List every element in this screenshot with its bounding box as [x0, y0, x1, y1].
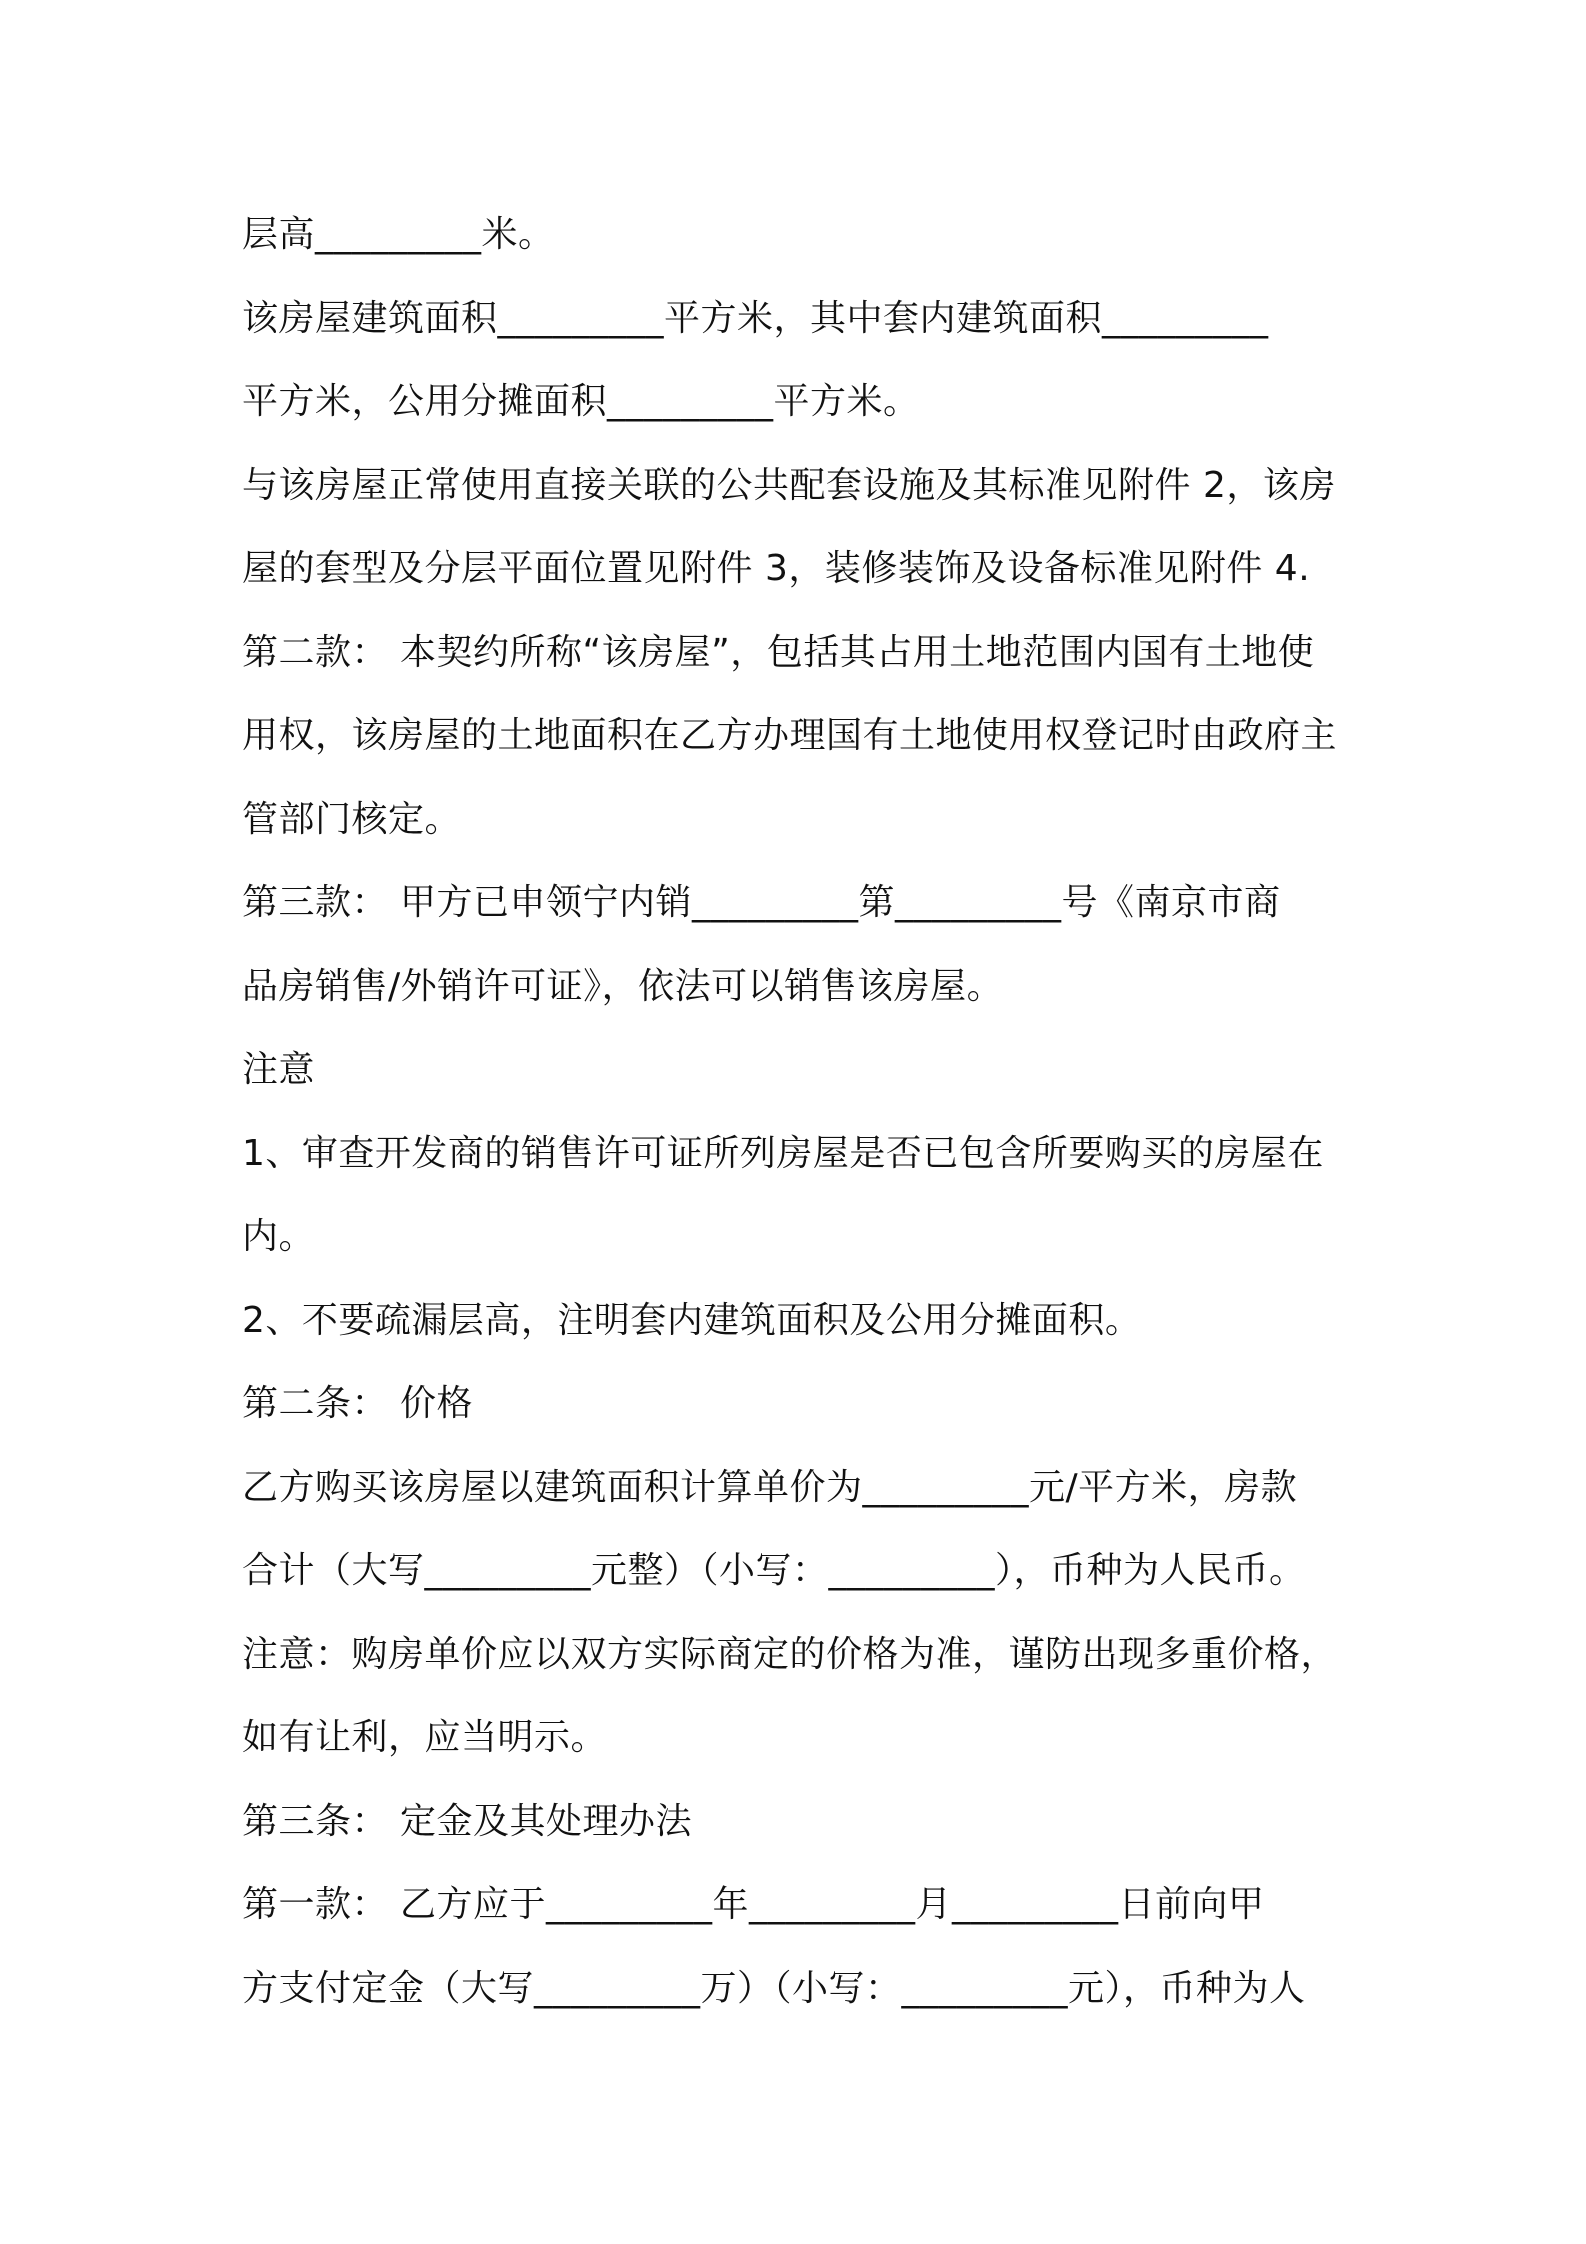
text-line: 与该房屋正常使用直接关联的公共配套设施及其标准见附件 2，该房	[242, 464, 1336, 506]
text-line: 合计（大写_________元整）（小写：_________），币种为人民币。	[242, 1550, 1306, 1591]
text-line: 平方米，公用分摊面积_________平方米。	[242, 381, 920, 422]
article-heading: 第二条： 价格	[242, 1383, 473, 1424]
text-line: 乙方购买该房屋以建筑面积计算单价为_________元/平方米，房款	[242, 1466, 1298, 1508]
article-heading: 第三条： 定金及其处理办法	[242, 1800, 692, 1842]
contract-text	[242, 193, 1352, 2030]
text-line: 管部门核定。	[242, 798, 462, 840]
text-line: 如有让利，应当明示。	[242, 1717, 608, 1758]
note-heading: 注意	[242, 1049, 316, 1090]
text-line: 用权，该房屋的土地面积在乙方办理国有土地使用权登记时由政府主	[242, 715, 1338, 756]
text-line: 内。	[242, 1216, 316, 1257]
note-item: 1、审查开发商的销售许可证所列房屋是否已包含所要购买的房屋在	[242, 1132, 1324, 1174]
clause-heading-line: 第二款： 本契约所称“该房屋”，包括其占用土地范围内国有土地使	[242, 631, 1315, 673]
text-line: 层高_________米。	[242, 214, 555, 255]
text-line: 该房屋建筑面积_________平方米，其中套内建筑面积_________	[242, 297, 1269, 339]
text-line: 方支付定金（大写_________万）（小写：_________元），币种为人	[242, 1967, 1306, 2009]
text-line: 屋的套型及分层平面位置见附件 3，装修装饰及设备标准见附件 4.	[242, 548, 1311, 589]
text-line: 品房销售/外销许可证》，依法可以销售该房屋。	[242, 965, 1004, 1007]
note-line: 注意：购房单价应以双方实际商定的价格为准，谨防出现多重价格，	[242, 1633, 1338, 1675]
clause-heading-line: 第三款： 甲方已申领宁内销_________第_________号《南京市商	[242, 882, 1281, 923]
note-item: 2、不要疏漏层高，注明套内建筑面积及公用分摊面积。	[242, 1299, 1142, 1341]
clause-heading-line: 第一款： 乙方应于_________年_________月_________日前向甲	[242, 1884, 1265, 1925]
